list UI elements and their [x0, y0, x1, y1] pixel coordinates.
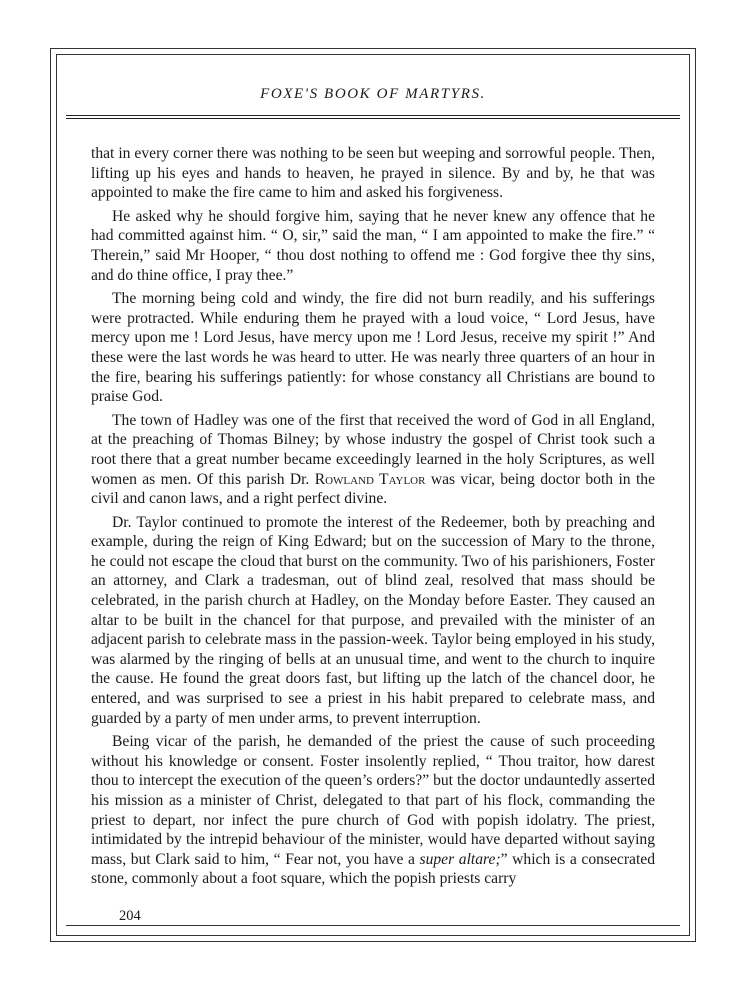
paragraph-4	[91, 411, 655, 509]
paragraph-4-text-b: was vicar, being doctor both in the civil and canon laws, and a right perfect divine.	[91, 470, 655, 508]
person-name: Rowland Taylor	[314, 470, 426, 488]
paragraph-3: The morning being cold and windy, the fire did not burn readily, and his sufferings were protracted. While enduring them he prayed with a loud voice, “ Lord Jesus, have mercy upon me ! Lord Jesus, have mercy upon me ! Lord Jesus, receive my spirit !” And these were the last words he was heard to utter. He was nearly three quarters of an hour in the fire, bearing his sufferings patiently: for whose constancy all Christians are bound to praise God.	[91, 290, 655, 406]
body-text	[91, 144, 655, 893]
running-title: FOXE'S BOOK OF MARTYRS.	[260, 86, 486, 102]
page-number: 204	[119, 908, 141, 924]
header-rule	[66, 115, 680, 116]
paragraph-6-text-a: Being vicar of the parish, he demanded of the priest the cause of such proceeding without his knowledge or consent. Foster insolently replied, “ Thou traitor, how darest thou to intercept the execution of the queen’s orders?” but the doctor undauntedly asserted his mission as a minister of Christ, delegated to that part of his flock, commanding the priest to depart, nor infect the pure church of God with popish idolatry. The priest, intimidated by the intrepid behaviour of the minister, would have departed without saying mass, but Clark said to him, “ Fear not, you have a	[91, 733, 655, 868]
paragraph-6-text-b: ” which is a consecrated stone, commonly about a foot square, which the popish priests carry	[91, 850, 655, 888]
paragraph-2: He asked why he should forgive him, saying that he never knew any offence that he had committed against him. “ O, sir,” said the man, “ I am appointed to make the fire.” “ Therein,” said Mr Hooper, “ thou dost nothing to offend me : God forgive thee thy sins, and do thine office, I pray thee.”	[91, 207, 655, 284]
paragraph-4-text-a: The town of Hadley was one of the first that received the word of God in all England, at the preaching of Thomas Bilney; by whose industry the gospel of Christ took such a root there that a great number became exceedingly learned in the holy Scriptures, as well women as men. Of this parish Dr.	[91, 411, 655, 488]
latin-phrase: super altare;	[419, 850, 501, 868]
paragraph-1: that in every corner there was nothing to be seen but weeping and sorrowful people. Then, lifting up his eyes and hands to heaven, he prayed in silence. By and by, he that was appointed to make the fire came to him and asked his forgiveness.	[91, 145, 655, 202]
header-rule-double	[66, 118, 680, 119]
paragraph-6	[91, 732, 655, 889]
paragraph-5: Dr. Taylor continued to promote the interest of the Redeemer, both by preaching and example, during the reign of King Edward; but on the succession of Mary to the throne, he could not escape the cloud that burst on the community. Two of his parishioners, Foster an attorney, and Clark a tradesman, out of blind zeal, resolved that mass should be celebrated, in the parish church at Hadley, on the Monday before Easter. They caused an altar to be built in the chancel for that purpose, and prevailed with the minister of an adjacent parish to celebrate mass in the passion-week. Taylor being employed in his study, was alarmed by the ringing of bells at an unusual time, and went to the church to inquire the cause. He found the great doors fast, but lifting up the latch of the chancel door, he entered, and was surprised to see a priest in his habit prepared to celebrate mass, and guarded by a party of men under arms, to prevent interruption.	[91, 513, 655, 727]
footer-rule	[66, 925, 680, 926]
